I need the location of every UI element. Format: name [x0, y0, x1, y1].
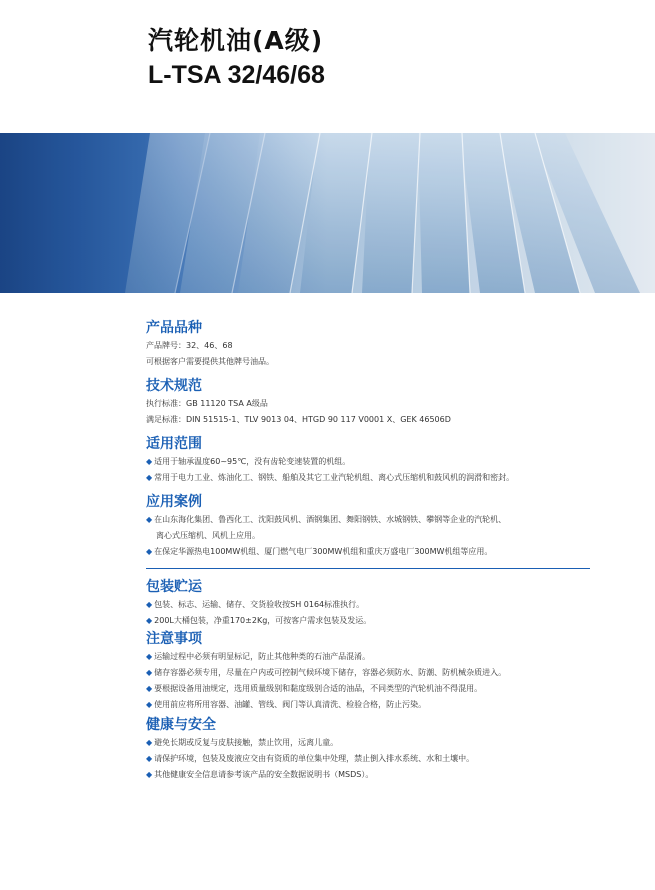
bullet-text: 运输过程中必须有明显标记，防止其他种类的石油产品混淆。	[154, 652, 371, 661]
bullet-item	[146, 454, 596, 470]
bullet-text: 在保定华源热电100MW机组、厦门燃气电厂300MW机组和重庆万盛电厂300MW机组等应用。	[154, 547, 493, 556]
section-health-safety	[146, 715, 596, 783]
section-product-variety	[146, 318, 596, 370]
diamond-bullet-icon: ◆	[146, 473, 153, 482]
diamond-bullet-icon: ◆	[146, 652, 153, 661]
diamond-bullet-icon: ◆	[146, 738, 153, 747]
page-title: 汽轮机油(A级)	[148, 26, 324, 55]
bullet-item	[146, 544, 596, 560]
bullet-item	[146, 613, 596, 629]
bullet-item	[146, 512, 596, 528]
section-title: 产品品种	[146, 320, 202, 336]
section-title: 包装贮运	[146, 579, 202, 595]
section-title: 注意事项	[146, 631, 202, 647]
text-line: 可根据客户需要提供其他牌号油品。	[146, 357, 274, 366]
bullet-text: 在山东海化集团、鲁西化工、沈阳鼓风机、酒钢集团、舞阳钢铁、水城钢铁、攀钢等企业的汽轮机、	[154, 515, 507, 524]
bullet-text: 储存容器必须专用，尽量在户内或可控制气候环境下储存，容器必须防水、防潮、防机械杂质进入。	[154, 668, 507, 677]
bullet-text: 使用前应将所用容器、油罐、管线、阀门等认真清洗、检验合格，防止污染。	[154, 700, 427, 709]
diamond-bullet-icon: ◆	[146, 600, 153, 609]
diamond-bullet-icon: ◆	[146, 700, 153, 709]
bullet-text: 200L大桶包装，净重170±2Kg，可按客户需求包装及发运。	[154, 616, 372, 625]
bullet-item	[146, 649, 596, 665]
section-tech-spec	[146, 376, 596, 428]
bullet-text: 适用于轴承温度60~95℃，没有齿轮变速装置的机组。	[154, 457, 351, 466]
section-title: 适用范围	[146, 436, 202, 452]
bullet-item	[146, 751, 596, 767]
bullet-item	[146, 697, 596, 713]
bullet-text: 其他健康安全信息请参考该产品的安全数据说明书（MSDS）。	[154, 770, 374, 779]
turbine-banner-image	[0, 133, 655, 293]
text-line: 执行标准：GB 11120 TSA A级品	[146, 399, 268, 408]
product-code: L-TSA 32/46/68	[148, 61, 325, 89]
bullet-item	[146, 597, 596, 613]
section-title: 应用案例	[146, 494, 202, 510]
bullet-item	[146, 735, 596, 751]
section-title: 技术规范	[146, 378, 202, 394]
diamond-bullet-icon: ◆	[146, 754, 153, 763]
bullet-text: 常用于电力工业、炼油化工、钢铁、船舶及其它工业汽轮机组、离心式压缩机和鼓风机的润滑和密封。	[154, 473, 515, 482]
diamond-bullet-icon: ◆	[146, 515, 153, 524]
section-packaging	[146, 577, 596, 629]
section-precautions	[146, 629, 596, 713]
bullet-continuation: 离心式压缩机、风机上应用。	[156, 531, 260, 540]
section-divider	[146, 568, 590, 569]
diamond-bullet-icon: ◆	[146, 684, 153, 693]
diamond-bullet-icon: ◆	[146, 457, 153, 466]
bullet-text: 要根据设备用油规定，选用质量级别和黏度级别合适的油品，不同类型的汽轮机油不得混用。	[154, 684, 483, 693]
text-line: 产品牌号：32、46、68	[146, 341, 233, 350]
bullet-item	[146, 470, 596, 486]
bullet-item	[146, 665, 596, 681]
diamond-bullet-icon: ◆	[146, 668, 153, 677]
title-block	[148, 24, 325, 92]
bullet-text: 包装、标志、运输、储存、交货验收按SH 0164标准执行。	[154, 600, 365, 609]
bullet-text: 避免长期或反复与皮肤接触，禁止饮用，远离儿童。	[154, 738, 339, 747]
content	[146, 318, 596, 789]
section-application-scope	[146, 434, 596, 486]
bullet-item	[146, 681, 596, 697]
section-title: 健康与安全	[146, 717, 216, 733]
diamond-bullet-icon: ◆	[146, 770, 153, 779]
text-line: 满足标准：DIN 51515-1、TLV 9013 04、HTGD 90 117 V0001 X、GEK 46506D	[146, 415, 451, 424]
bullet-item	[146, 767, 596, 783]
diamond-bullet-icon: ◆	[146, 616, 153, 625]
section-application-cases	[146, 492, 596, 560]
bullet-text: 请保护环境，包装及废液应交由有资质的单位集中处理，禁止倒入排水系统、水和土壤中。	[154, 754, 475, 763]
diamond-bullet-icon: ◆	[146, 547, 153, 556]
